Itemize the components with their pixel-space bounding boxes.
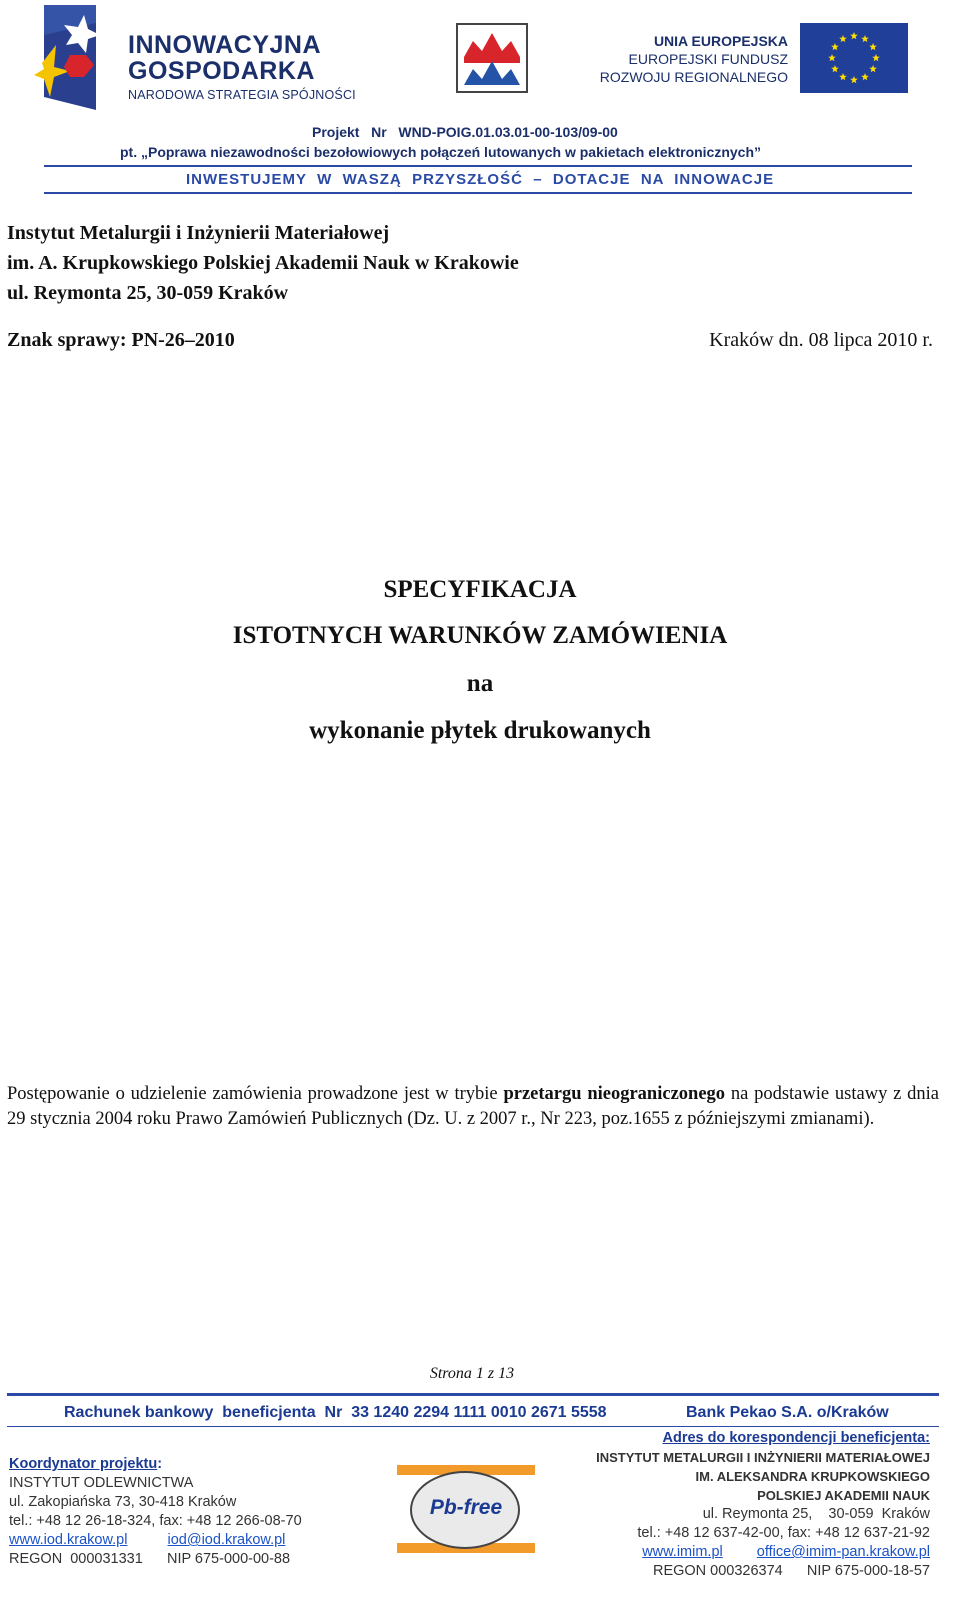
eu-line1: UNIA EUROPEJSKA	[653, 33, 788, 49]
bank-account: Rachunek bankowy beneficjenta Nr 33 1240 2294 1111 0010 2671 5558	[64, 1404, 607, 1421]
coordinator-label: Koordynator projektu:	[9, 1456, 163, 1472]
coordinator-nip: NIP 675-000-00-88	[166, 1551, 291, 1567]
eu-line3: ROZWOJU REGIONALNEGO	[599, 69, 788, 85]
beneficiary-www-link[interactable]: www.imim.pl	[642, 1544, 723, 1560]
innowacyjna-gospodarka-logo	[34, 5, 104, 113]
case-number: Znak sprawy: PN-26–2010	[7, 329, 235, 351]
document-title-line3: na	[466, 670, 494, 697]
beneficiary-nip: NIP 675-000-18-57	[806, 1563, 930, 1579]
address-line1: Instytut Metalurgii i Inżynierii Materiałowej	[7, 222, 390, 244]
coordinator-address: ul. Zakopiańska 73, 30-418 Kraków	[9, 1494, 237, 1510]
beneficiary-ids	[560, 1562, 930, 1581]
footer-divider-top	[7, 1393, 939, 1396]
document-title-line2: ISTOTNYCH WARUNKÓW ZAMÓWIENIA	[232, 622, 728, 649]
beneficiary-line1: INSTYTUT METALURGII I INŻYNIERII MATERIAŁOWEJ	[596, 1450, 930, 1465]
document-date: Kraków dn. 08 lipca 2010 r.	[709, 329, 933, 351]
procedure-text-before: Postępowanie o udzielenie zamówienia prowadzone jest w trybie	[7, 1084, 504, 1104]
procedure-text-after: na podstawie ustawy z dnia 29 stycznia 2004 roku Prawo Zamówień Publicznych (Dz. U. z 2007 r., Nr 223, poz.1655 z późniejszymi zmianami).	[7, 1084, 939, 1129]
coordinator-www-link[interactable]: www.iod.krakow.pl	[9, 1532, 128, 1548]
coordinator-phone: tel.: +48 12 26-18-324, fax: +48 12 266-08-70	[9, 1513, 302, 1529]
coordinator-contacts	[9, 1531, 349, 1550]
coordinator-ids	[9, 1550, 349, 1569]
address-line2: im. A. Krupkowskiego Polskiej Akademii Nauk w Krakowie	[7, 252, 519, 274]
coordinator-name: INSTYTUT ODLEWNICTWA	[9, 1475, 194, 1491]
beneficiary-line3: POLSKIEJ AKADEMII NAUK	[757, 1488, 930, 1503]
coordinator-block	[9, 1455, 349, 1569]
eu-flag	[800, 23, 908, 93]
beneficiary-email-link[interactable]: office@imim-pan.krakow.pl	[756, 1544, 930, 1560]
eu-text	[580, 32, 788, 86]
program-title-line1: INNOWACYJNA	[128, 31, 322, 59]
document-title-line1: SPECYFIKACJA	[383, 576, 577, 603]
beneficiary-regon: REGON 000326374	[652, 1563, 783, 1579]
beneficiary-line2: IM. ALEKSANDRA KRUPKOWSKIEGO	[695, 1469, 930, 1484]
beneficiary-label: Adres do korespondencji beneficjenta:	[662, 1430, 930, 1446]
project-number: Projekt Nr WND-POIG.01.03.01-00-103/09-00	[312, 124, 618, 140]
project-title: pt. „Poprawa niezawodności bezołowiowych połączeń lutowanych w pakietach elektronicznych”	[120, 144, 762, 160]
beneficiary-contacts	[560, 1543, 930, 1562]
coordinator-regon: REGON 000031331	[9, 1551, 143, 1567]
address-line3: ul. Reymonta 25, 30-059 Kraków	[7, 282, 289, 304]
institute-address	[7, 218, 519, 308]
pb-free-logo	[397, 1465, 535, 1555]
page-number: Strona 1 z 13	[429, 1365, 515, 1382]
footer-divider-mid	[7, 1426, 939, 1427]
program-subtitle: NARODOWA STRATEGIA SPÓJNOŚCI	[128, 88, 356, 102]
beneficiary-block	[560, 1429, 930, 1581]
document-title-line4: wykonanie płytek drukowanych	[309, 717, 651, 744]
coordinator-email-link[interactable]: iod@iod.krakow.pl	[167, 1532, 286, 1548]
header-divider	[44, 165, 912, 167]
bank-name: Bank Pekao S.A. o/Kraków	[686, 1404, 889, 1421]
beneficiary-phone: tel.: +48 12 637-42-00, fax: +48 12 637-21-92	[637, 1525, 930, 1541]
program-title-line2: GOSPODARKA	[128, 57, 315, 85]
program-title	[128, 32, 321, 84]
procedure-mode: przetargu nieograniczonego	[503, 1084, 726, 1104]
investment-motto: INWESTUJEMY W WASZĄ PRZYSZŁOŚĆ – DOTACJE NA INNOWACJE	[186, 171, 775, 188]
header-divider-bottom	[44, 192, 912, 194]
procedure-paragraph	[7, 1082, 939, 1131]
pb-free-label: Pb-free	[429, 1496, 503, 1519]
header	[0, 0, 960, 200]
beneficiary-address: ul. Reymonta 25, 30-059 Kraków	[702, 1506, 930, 1522]
institute-logo	[456, 23, 528, 93]
eu-line2: EUROPEJSKI FUNDUSZ	[628, 51, 788, 67]
